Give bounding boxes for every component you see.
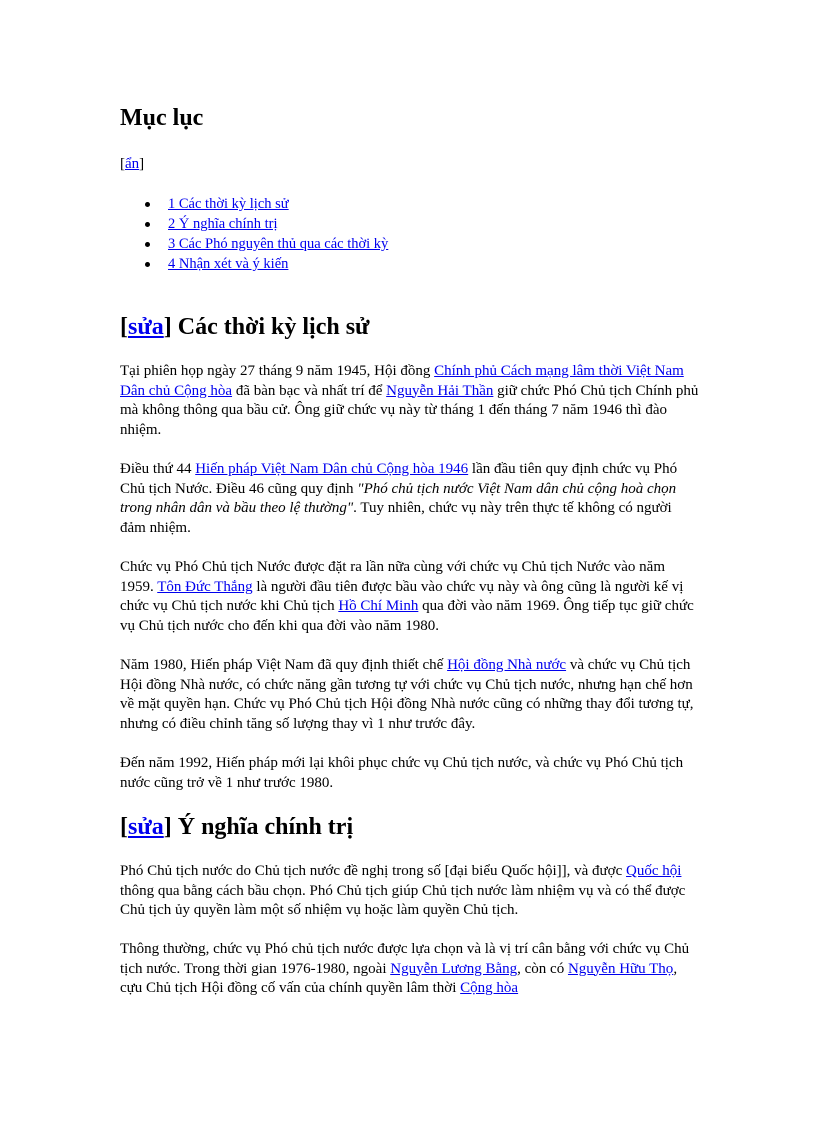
text: và chức vụ Chủ tịch Hội đồng Nhà nước, có chức năng gần tương tự với chức vụ Chủ tịch nước, nhưng hạn chế hơn về mặt quyền hạn. Chức vụ Phó Chủ tịch Hội đồng Nhà nước cũng có những thay đổi tương tự, nhưng có điều chỉnh tăng số lượng thay vì 1 như trước đây.: [120, 657, 694, 732]
paragraph: [120, 940, 700, 999]
text: đã bàn bạc và nhất trí để: [232, 382, 387, 399]
text: Chức vụ Phó Chủ tịch Nước được đặt ra lần nữa cùng với chức vụ Chủ tịch Nước vào năm 1959.: [120, 559, 665, 595]
link-nguyen-huu-tho[interactable]: Nguyễn Hữu Thọ: [567, 960, 674, 977]
text: thông qua bằng cách bầu chọn. Phó Chủ tịch giúp Chủ tịch nước làm nhiệm vụ và có thể được Chủ tịch ủy quyền làm một số nhiệm vụ hoặc làm quyền Chủ tịch.: [120, 882, 686, 919]
toc-toggle: [120, 155, 144, 173]
text: , cựu Chủ tịch Hội đồng cố vấn của chính quyền lâm thời: [120, 960, 678, 997]
text: . Tuy nhiên, chức vụ này trên thực tế không có người đảm nhiệm.: [120, 500, 672, 536]
link-provisional-government[interactable]: Chính phủ Cách mạng lâm thời Việt Nam Dân chủ Cộng hòa: [120, 363, 684, 399]
toc-toggle-open: [: [120, 156, 125, 172]
section-title: Các thời kỳ lịch sử: [177, 314, 370, 340]
edit-link[interactable]: sửa: [128, 314, 164, 340]
text: , còn có: [517, 960, 568, 977]
link-national-assembly[interactable]: Quốc hội: [626, 863, 682, 879]
link-ho-chi-minh[interactable]: Hồ Chí Minh: [338, 598, 419, 615]
link-state-council[interactable]: Hội đồng Nhà nước: [447, 657, 567, 673]
text: lần đầu tiên quy định chức vụ Phó Chủ tịch Nước. Điều 46 cũng quy định: [120, 461, 678, 497]
link-cong-hoa[interactable]: Cộng hòa: [460, 980, 519, 997]
toc-link-comments[interactable]: 4 Nhận xét và ý kiến: [168, 256, 289, 272]
toc-link-history[interactable]: 1 Các thời kỳ lịch sử: [168, 196, 289, 212]
text: giữ chức Phó Chủ tịch Chính phủ mà không thông qua bầu cử. Ông giữ chức vụ này từ tháng 1 đến tháng 7 năm 1946 thì đào nhiệm.: [120, 382, 699, 438]
text: qua đời vào năm 1969. Ông tiếp tục giữ chức vụ Chủ tịch nước cho đến khi qua đời vào năm 1980.: [120, 598, 694, 634]
text: Thông thường, chức vụ Phó chủ tịch nước được lựa chọn và là vị trí cân bằng với chức vụ Chủ tịch nước. Trong thời gian 1976-1980, ngoài: [120, 941, 690, 977]
paragraph: [120, 862, 700, 921]
toc-title: Mục lục: [120, 105, 204, 131]
section-heading-history: [sửa] Các thời kỳ lịch sử: [120, 314, 370, 340]
toc-link-vice-presidents[interactable]: 3 Các Phó nguyên thủ qua các thời kỳ: [168, 236, 389, 252]
text: là người đầu tiên được bầu vào chức vụ này và ông cũng là người kế vị chức vụ Chủ tịch nước khi Chủ tịch: [120, 578, 684, 615]
toc-toggle-close: ]: [139, 156, 145, 172]
edit-link[interactable]: sửa: [128, 814, 164, 840]
link-constitution-1946[interactable]: Hiến pháp Việt Nam Dân chủ Cộng hòa 1946: [195, 461, 469, 477]
paragraph: [120, 558, 700, 636]
toc-item: [120, 234, 388, 254]
quote: "Phó chủ tịch nước Việt Nam dân chủ cộng hoà chọn trong nhân dân và bầu theo lệ thường": [120, 480, 677, 517]
section-heading-political-meaning: [sửa] Ý nghĩa chính trị: [120, 814, 354, 840]
text: Điều thứ 44: [120, 461, 196, 477]
text: Năm 1980, Hiến pháp Việt Nam đã quy định thiết chế: [120, 657, 448, 673]
paragraph: [120, 656, 700, 734]
section-title: Ý nghĩa chính trị: [177, 814, 354, 840]
link-ton-duc-thang[interactable]: Tôn Đức Thắng: [157, 578, 253, 595]
toc-item: [120, 254, 388, 274]
paragraph: [120, 362, 700, 440]
text: Phó Chủ tịch nước do Chủ tịch nước đề nghị trong số [đại biểu Quốc hội]], và được: [120, 863, 627, 879]
link-nguyen-luong-bang[interactable]: Nguyễn Lương Bằng: [390, 960, 518, 977]
paragraph: [120, 460, 700, 538]
toc-link-political-meaning[interactable]: 2 Ý nghĩa chính trị: [168, 216, 278, 232]
toc-item: [120, 214, 388, 234]
toc-item: [120, 194, 388, 214]
text: Tại phiên họp ngày 27 tháng 9 năm 1945, Hội đồng: [120, 363, 435, 379]
toc-hide-link[interactable]: ẩn: [125, 156, 140, 172]
toc-list: [120, 194, 388, 274]
paragraph: Đến năm 1992, Hiến pháp mới lại khôi phục chức vụ Chủ tịch nước, và chức vụ Phó Chủ tịch nước cũng trở về 1 như trước 1980.: [120, 755, 684, 791]
link-nguyen-hai-than[interactable]: Nguyễn Hải Thần: [386, 382, 494, 399]
